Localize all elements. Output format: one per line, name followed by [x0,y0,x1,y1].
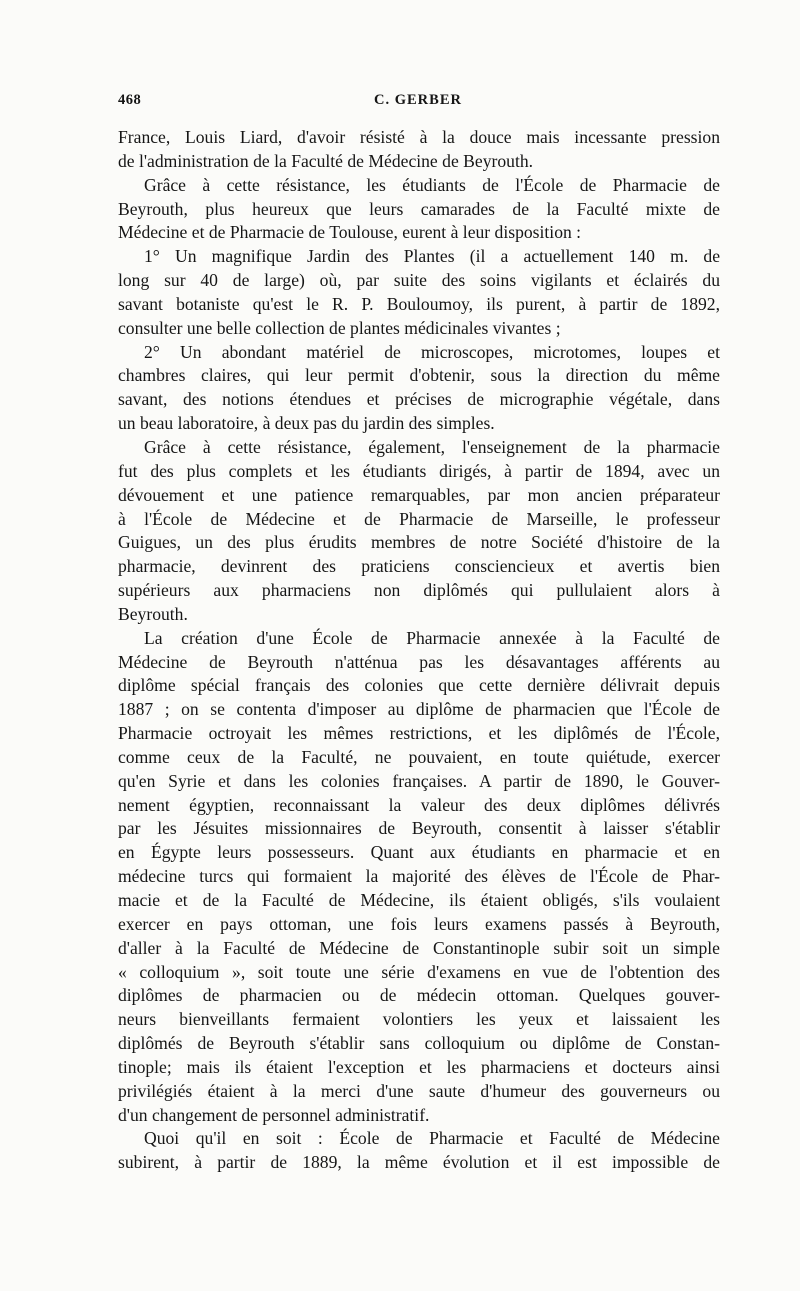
text-line: Quoi qu'il en soit : École de Pharmacie et Faculté de Médecine [144,1128,720,1149]
text-line: dévouement et une patience remarquables, par mon ancien préparateur [118,484,720,505]
text-line: 1° Un magnifique Jardin des Plantes (il a actuellement 140 m. de [144,246,720,267]
text-line: 1887 ; on se contenta d'imposer au diplôme de pharmacien que l'École de [118,699,720,720]
text-line: La création d'une École de Pharmacie annexée à la Faculté de [144,627,720,648]
text-line: France, Louis Liard, d'avoir résisté à la douce mais incessante pression [118,127,720,147]
text-line: chambres claires, qui leur permit d'obtenir, sous la direction du même [118,365,720,386]
text-line: Médecine et de Pharmacie de Toulouse, eurent à leur disposition : [118,222,582,243]
text-line: pharmacie, devinrent des praticiens consciencieux et avertis bien [118,556,720,577]
text-line: qu'en Syrie et dans les colonies françaises. A partir de 1890, le Gouver- [118,770,720,791]
text-line: Médecine de Beyrouth n'atténua pas les désavantages afférents au [118,651,720,672]
text-line: à l'École de Médecine et de Pharmacie de Marseille, le professeur [118,508,720,529]
text-line: Guigues, un des plus érudits membres de notre Société d'histoire de la [118,532,720,553]
text-line: consulter une belle collection de plantes médicinales vivantes ; [118,317,561,338]
running-head: C. GERBER [374,92,462,108]
text-line: médecine turcs qui formaient la majorité des élèves de l'École de Phar- [118,866,720,887]
text-line: comme ceux de la Faculté, ne pouvaient, en toute quiétude, exercer [118,746,720,767]
text-line: Grâce à cette résistance, également, l'enseignement de la pharmacie [144,436,720,457]
page-header [118,92,718,112]
text-line: « colloquium », soit toute une série d'examens en vue de l'obtention des [118,961,720,982]
text-line: Grâce à cette résistance, les étudiants de l'École de Pharmacie de [144,174,720,195]
page-number: 468 [118,92,142,108]
text-line: fut des plus complets et les étudiants dirigés, à partir de 1894, avec un [118,460,720,481]
text-line: 2° Un abondant matériel de microscopes, microtomes, loupes et [144,341,720,362]
text-line: diplômés de Beyrouth s'établir sans colloquium ou diplôme de Constan- [118,1033,720,1054]
text-line: savant botaniste qu'est le R. P. Bouloumoy, ils purent, à partir de 1892, [118,293,720,314]
text-line: un beau laboratoire, à deux pas du jardin des simples. [118,413,495,434]
text-line: Beyrouth. [118,603,188,624]
text-line: de l'administration de la Faculté de Médecine de Beyrouth. [118,150,534,171]
text-line: par les Jésuites missionnaires de Beyrouth, consentit à laisser s'établir [118,818,720,839]
text-line: tinople; mais ils étaient l'exception et les pharmaciens et docteurs ainsi [118,1056,720,1077]
text-line: Pharmacie octroyait les mêmes restrictions, et les diplômés de l'École, [118,723,720,744]
body-text [118,126,720,1175]
text-line: savant, des notions étendues et précises de micrographie végétale, dans [118,389,720,410]
text-line: d'aller à la Faculté de Médecine de Constantinople subir soit un simple [118,937,720,958]
text-line: exercer en pays ottoman, une fois leurs examens passés à Beyrouth, [118,913,720,934]
text-line: privilégiés étaient à la merci d'une saute d'humeur des gouverneurs ou [118,1080,720,1101]
text-line: macie et de la Faculté de Médecine, ils étaient obligés, s'ils voulaient [118,890,720,910]
text-line: nement égyptien, reconnaissant la valeur des deux diplômes délivrés [118,794,720,815]
text-line: en Égypte leurs possesseurs. Quant aux étudiants en pharmacie et en [118,842,720,863]
text-line: diplômes de pharmacien ou de médecin ottoman. Quelques gouver- [118,985,720,1006]
text-line: neurs bienveillants fermaient volontiers les yeux et laissaient les [118,1009,720,1030]
text-line: diplôme spécial français des colonies que cette dernière délivrait depuis [118,675,720,696]
text-line: subirent, à partir de 1889, la même évolution et il est impossible de [118,1152,720,1173]
text-line: Beyrouth, plus heureux que leurs camarades de la Faculté mixte de [118,198,720,219]
text-line: d'un changement de personnel administratif. [118,1104,430,1125]
text-line: long sur 40 de large) où, par suite des soins vigilants et éclairés du [118,270,720,291]
text-line: supérieurs aux pharmaciens non diplômés qui pullulaient alors à [118,580,720,601]
